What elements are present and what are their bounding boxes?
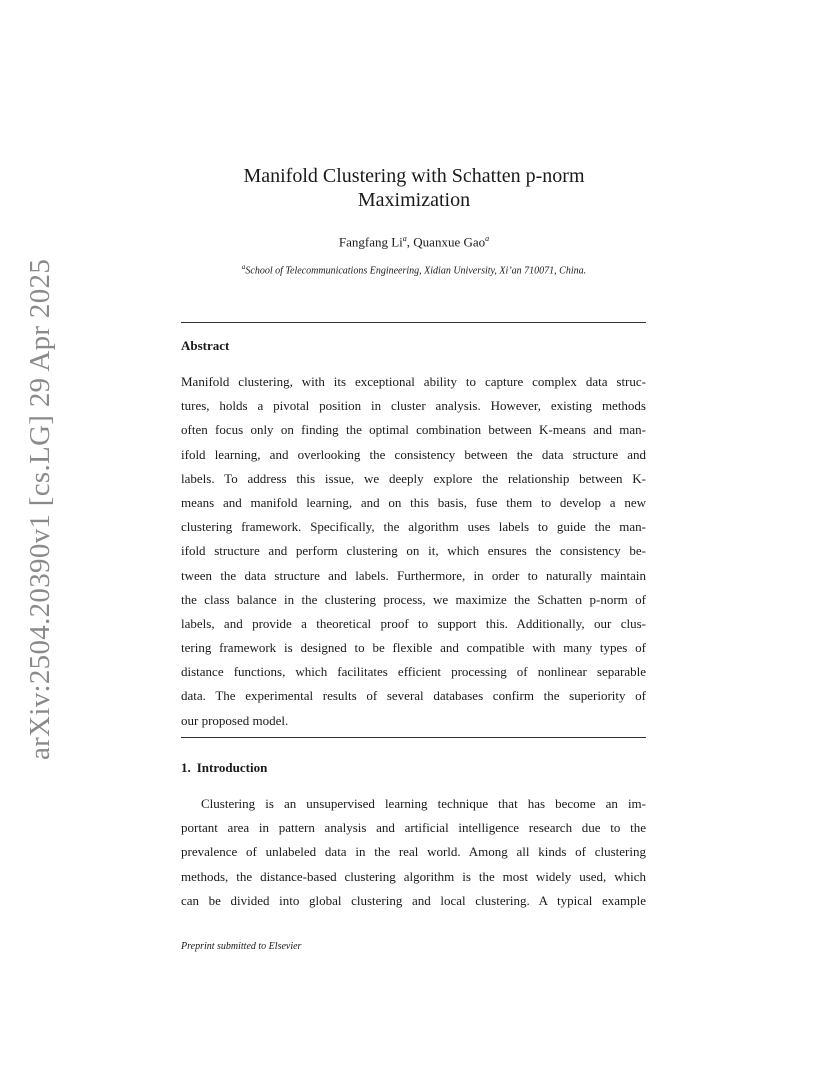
author-list	[0, 234, 828, 250]
abstract-line: data. The experimental results of several databases confirm the superiority of	[181, 688, 646, 704]
affiliation-mark: a	[241, 263, 246, 271]
abstract-top-rule	[181, 322, 646, 323]
section-title: Introduction	[196, 760, 268, 775]
body-line: methods, the distance-based clustering algorithm is the most widely used, which	[181, 868, 646, 884]
body-line: prevalence of unlabeled data in the real world. Among all kinds of clustering	[181, 844, 646, 860]
abstract-line: means and manifold learning, and on this basis, fuse them to develop a new	[181, 494, 646, 510]
title-line-2: Maximization	[357, 189, 471, 211]
affiliation	[0, 263, 828, 276]
section-number: 1.	[181, 760, 191, 775]
abstract-line: our proposed model.	[181, 712, 289, 728]
abstract-bottom-rule	[181, 737, 646, 738]
arxiv-identifier-stamp: arXiv:2504.20390v1 [cs.LG] 29 Apr 2025	[24, 258, 56, 760]
title-line-1: Manifold Clustering with Schatten p-norm	[243, 165, 585, 187]
section-heading-introduction	[181, 760, 267, 776]
author-name: Quanxue Gao	[413, 234, 486, 250]
body-line: can be divided into global clustering and local clustering. A typical example	[181, 892, 646, 908]
body-line: portant area in pattern analysis and artificial intelligence research due to the	[181, 820, 646, 836]
affiliation-mark: a	[402, 234, 407, 243]
author-separator: ,	[406, 234, 414, 250]
abstract-line: labels, and provide a theoretical proof to support this. Additionally, our clus-	[181, 615, 646, 631]
abstract-line: distance functions, which facilitates efficient processing of nonlinear separable	[181, 664, 646, 680]
abstract-heading: Abstract	[181, 338, 230, 353]
abstract-line: clustering framework. Specifically, the algorithm uses labels to guide the man-	[181, 519, 646, 535]
abstract-body	[181, 370, 646, 733]
abstract-line: Manifold clustering, with its exceptional ability to capture complex data struc-	[181, 374, 646, 389]
abstract-line: tures, holds a pivotal position in cluster analysis. However, existing methods	[181, 398, 646, 414]
abstract-line: the class balance in the clustering process, we maximize the Schatten p-norm of	[181, 591, 646, 607]
introduction-body	[181, 792, 646, 913]
abstract-line: tween the data structure and labels. Furthermore, in order to naturally maintain	[181, 567, 646, 583]
abstract-line: often focus only on finding the optimal combination between K-means and man-	[181, 422, 646, 438]
author-name: Fangfang Li	[338, 234, 403, 250]
affiliation-text: School of Telecommunications Engineering, Xidian University, Xi’an 710071, China.	[245, 265, 587, 277]
body-line: Clustering is an unsupervised learning technique that has become an im-	[201, 796, 646, 811]
abstract-line: labels. To address this issue, we deeply explore the relationship between K-	[181, 470, 646, 486]
abstract-line: tering framework is designed to be flexible and compatible with many types of	[181, 640, 646, 656]
preprint-footer: Preprint submitted to Elsevier	[181, 941, 302, 952]
paper-title	[0, 164, 828, 212]
abstract-line: ifold learning, and overlooking the consistency between the data structure and	[181, 446, 646, 462]
affiliation-mark: a	[485, 234, 490, 243]
abstract-line: ifold structure and perform clustering on it, which ensures the consistency be-	[181, 543, 646, 559]
